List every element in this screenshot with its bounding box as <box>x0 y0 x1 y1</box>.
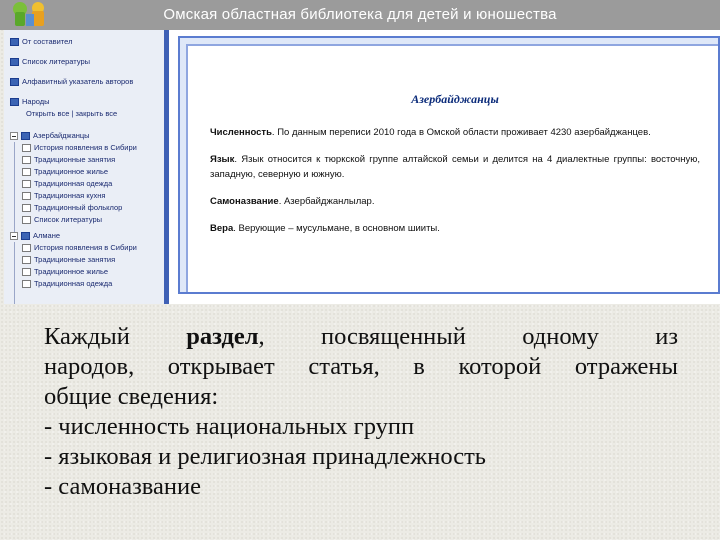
tree-connector <box>14 142 15 238</box>
text-line: Каждый раздел, посвященный одному из <box>44 323 679 350</box>
header-bar <box>0 0 720 30</box>
document-icon <box>22 216 31 224</box>
folder-icon <box>21 232 30 240</box>
page-title: Омская областная библиотека для детей и юношества <box>163 6 557 23</box>
paragraph-population: Численность. По данным переписи 2010 года в Омской области проживает 4230 азербайджанцев. <box>210 127 651 138</box>
content-frame <box>178 36 720 294</box>
document-icon <box>22 144 31 152</box>
tree-group-germans[interactable]: Алмане <box>10 230 60 242</box>
slide-body-text <box>44 322 678 502</box>
tree-leaf[interactable]: Традиционная одежда <box>22 178 112 190</box>
article-title: Азербайджанцы <box>411 92 499 106</box>
website-screenshot <box>4 30 720 304</box>
tree-leaf[interactable]: Традиционные занятия <box>22 154 115 166</box>
bullet-item: - языковая и религиозная принадлежность <box>44 443 486 470</box>
document-icon <box>22 268 31 276</box>
document-icon <box>22 156 31 164</box>
tree-leaf[interactable]: Традиционное жилье <box>22 166 108 178</box>
tree-item-index[interactable]: Алфавитный указатель авторов <box>10 76 133 88</box>
document-icon <box>22 168 31 176</box>
tree-leaf[interactable]: Список литературы <box>22 214 102 226</box>
tree-item-literature[interactable]: Список литературы <box>10 56 90 68</box>
tree-leaf[interactable]: История появления в Сибири <box>22 242 137 254</box>
document-icon <box>22 192 31 200</box>
tree-group-azerbaijanis[interactable]: Азербайджанцы <box>10 130 90 142</box>
collapse-icon <box>10 132 18 140</box>
tree-leaf[interactable]: Традиционная одежда <box>22 278 112 290</box>
document-icon <box>22 180 31 188</box>
tree-leaf[interactable]: Традиционный фольклор <box>22 202 122 214</box>
tree-leaf[interactable]: Традиционные занятия <box>22 254 115 266</box>
document-icon <box>22 204 31 212</box>
folder-icon <box>10 98 19 106</box>
tree-leaf[interactable]: Традиционное жилье <box>22 266 108 278</box>
text-line: общие сведения: <box>44 383 219 410</box>
tree-item-compiler[interactable]: От составител <box>10 36 72 48</box>
document-icon <box>22 256 31 264</box>
navigation-tree <box>4 30 169 304</box>
folder-icon <box>21 132 30 140</box>
folder-icon <box>10 78 19 86</box>
folder-icon <box>10 38 19 46</box>
document-icon <box>22 244 31 252</box>
bullet-item: - численность национальных групп <box>44 413 415 440</box>
document-icon <box>22 280 31 288</box>
text-line: народов, открывает статья, в которой отражены <box>44 353 678 380</box>
paragraph-language: Язык. Язык относится к тюркской группе алтайской семьи и делится на 4 диалектные группы: восточную, западную, северную и южную. <box>210 154 700 180</box>
tree-leaf[interactable]: Традиционная кухня <box>22 190 105 202</box>
paragraph-religion: Вера. Верующие – мусульмане, в основном шииты. <box>210 223 440 234</box>
bullet-item: - самоназвание <box>44 473 201 500</box>
tree-expand-collapse-links[interactable]: Открыть все | закрыть все <box>26 109 118 118</box>
tree-leaf[interactable]: История появления в Сибири <box>22 142 137 154</box>
tree-connector <box>14 242 15 304</box>
tree-item-peoples[interactable]: Народы <box>10 96 50 108</box>
folder-icon <box>10 58 19 66</box>
article-panel <box>186 44 718 292</box>
paragraph-self-name: Самоназвание. Азербайджанлылар. <box>210 196 375 207</box>
collapse-icon <box>10 232 18 240</box>
